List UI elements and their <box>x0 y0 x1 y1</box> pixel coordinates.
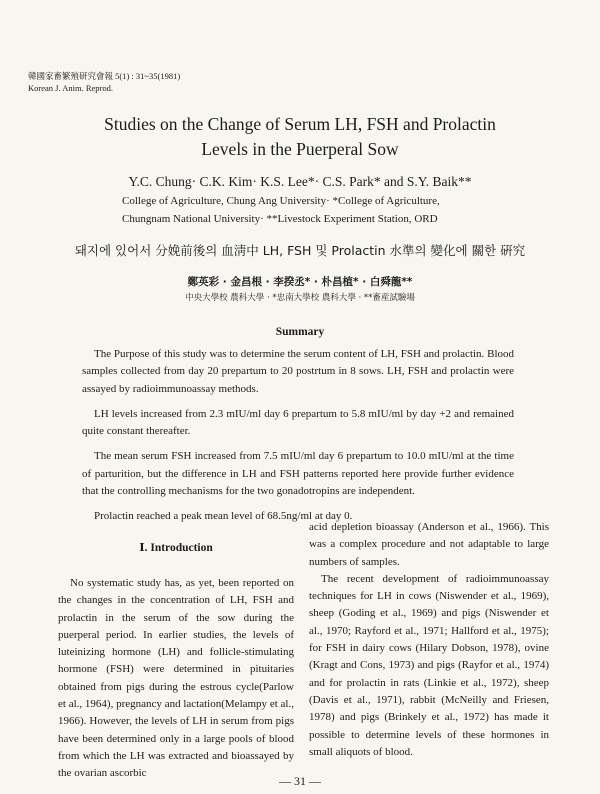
affiliation-line1: College of Agriculture, Chung Ang University· *College of Agriculture, <box>122 195 440 207</box>
paper-title-line1: Studies on the Change of Serum LH, FSH and Prolactin <box>104 114 496 134</box>
summary-paragraph: The Purpose of this study was to determine the serum content of LH, FSH and prolactin. Blood samples collected from day 20 prepartum to 20 postrtum in 8 sows. LH, FSH and prolactin were assayed by radioimmunoassay methods. <box>82 348 514 395</box>
journal-citation <box>28 70 180 94</box>
journal-citation-korean: 韓國家畜繁殖研究會報 5(1) : 31~35(1981) <box>28 71 181 81</box>
affiliation-line2: Chungnam National University· **Livestock Experiment Station, ORD <box>122 212 438 225</box>
summary-heading: Summary <box>275 326 325 338</box>
author-list: Y.C. Chung· C.K. Kim· K.S. Lee*· C.S. Park* and S.Y. Baik** <box>128 174 472 189</box>
affiliations <box>122 193 440 228</box>
right-column <box>309 519 549 761</box>
left-column <box>58 575 294 783</box>
summary-paragraph: Prolactin reached a peak mean level of 68.5ng/ml at day 0. <box>94 510 353 523</box>
intro-paragraph: No systematic study has, as yet, been reported on the changes in the concentration of LH, FSH and prolactin in the serum of the sow during the puerperal period. In earlier studies, the levels of luteinizing hormone (LH) and follicle-stimulating hormone (FSH) were determined in pituitaries obtained from pigs during the estrous cycle(Parlow et al., 1964), pregnancy and lactation(Melampy et al., 1966). However, the levels of LH in serum from pigs have been determined only in a large pools of blood from which the LH was extracted and bioassayed by the ovarian ascorbic <box>58 577 294 780</box>
korean-affiliations: 中央大學校 農科大學 · *忠南大學校 農科大學 · **畜産試驗場 <box>185 293 415 303</box>
korean-authors: 鄭英彩 · 金昌根 · 李揆丞* · 朴昌植* · 白舜龍** <box>187 276 413 288</box>
introduction-heading: Ⅰ. Introduction <box>139 542 213 554</box>
journal-citation-english: Korean J. Anim. Reprod. <box>28 83 113 93</box>
summary-body <box>82 346 514 534</box>
paper-title-line2: Levels in the Puerperal Sow <box>201 139 399 159</box>
paper-title <box>0 112 600 162</box>
summary-paragraph: The mean serum FSH increased from 7.5 mIU/ml day 6 prepartum to 10.0 mIU/ml at the time of parturition, but the difference in LH and FSH patterns reported here provide further evidence that the controlling mechanisms for the two gonadotropins are independent. <box>82 450 514 498</box>
korean-title: 돼지에 있어서 分娩前後의 血淸中 LH, FSH 및 Prolactin 水準의 變化에 關한 硏究 <box>74 243 526 258</box>
intro-paragraph: The recent development of radioimmunoassay techniques for LH in cows (Niswender et al., 1969), sheep (Goding et al., 1969) and pigs (Niswender et al., 1970; Rayford et al., 1971; Hallford et al., 1975); for FSH in dairy cows (Hilary Dobson, 1978), ovine (Kragt and Cons, 1973) and pigs (Rayfor et al., 1974) and for prolactin in rats (Linkie et al., 1972), sheep (Davis et al., 1971), rabbit (McNeilly and Friesen, 1978) and pigs (Brinkely et al., 1972) has made it possible to determine levels of these hormones in small aliquots of blood. <box>309 572 549 758</box>
page-number: — 31 — <box>279 774 321 788</box>
intro-paragraph-continued: acid depletion bioassay (Anderson et al., 1966). This was a complex procedure and not adaptable to large numbers of samples. <box>309 521 549 568</box>
summary-paragraph: LH levels increased from 2.3 mIU/ml day 6 prepartum to 5.8 mIU/ml by day +2 and remained quite constant thereafter. <box>82 407 514 438</box>
